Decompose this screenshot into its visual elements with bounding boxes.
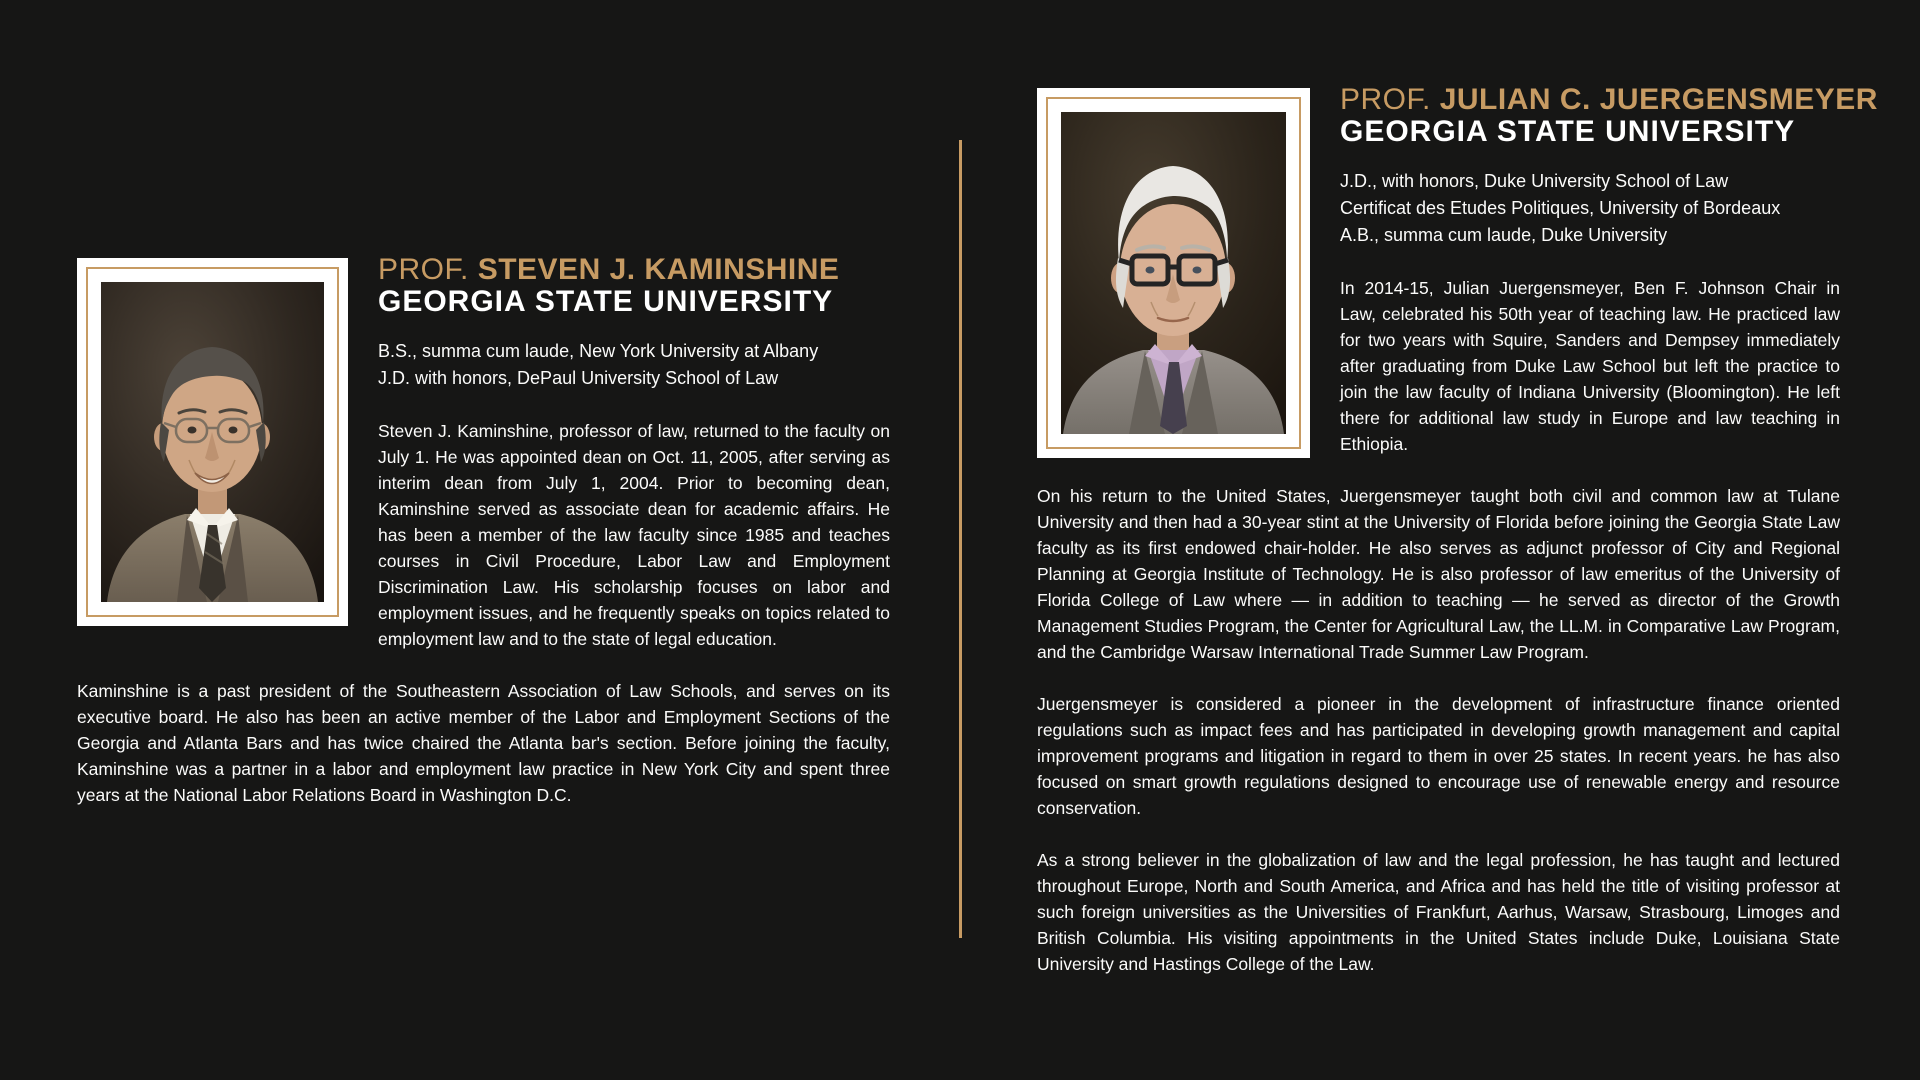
credential-line: Certificat des Etudes Politiques, University of Bordeaux [1340,198,1781,218]
juergensmeyer-institution: GEORGIA STATE UNIVERSITY [1340,115,1796,148]
juergensmeyer-bio-paragraph-1: In 2014-15, Julian Juergensmeyer, Ben F. Johnson Chair in Law, celebrated his 50th year of teaching law. He practiced law for two years with Squire, Sanders and Dempsey immediately after graduating from Duke Law School but left the practice to join the law faculty of Indiana University (Bloomington). He left there for additional law study in Europe and law teaching in Ethiopia. [1340,278,1840,454]
profile-juergensmeyer [1037,83,1878,977]
kaminshine-name: STEVEN J. KAMINSHINE [477,253,840,286]
kaminshine-title-prefix: PROF. [378,253,469,286]
juergensmeyer-bio-paragraph-3: Juergensmeyer is considered a pioneer in the development of infrastructure finance oriented regulations such as impact fees and has participated in developing growth management and capital improvement programs and litigation in regard to them in over 25 states. In recent years. he has also focused on smart growth regulations designed to encourage use of renewable energy and resource conservation. [1037,694,1840,818]
juergensmeyer-bio-paragraph-4: As a strong believer in the globalization of law and the legal profession, he has taught and lectured throughout Europe, North and South America, and Africa and has held the title of visiting professor at such foreign universities as the Universities of Frankfurt, Aarhus, Warsaw, Strasbourg, Limoges and British Columbia. His visiting appointments in the United States include Duke, Louisiana State University and Hastings College of the Law. [1037,850,1840,974]
kaminshine-photo-frame [77,258,348,626]
juergensmeyer-name: JULIAN C. JUERGENSMEYER [1439,83,1878,116]
kaminshine-bio-paragraph-1: Steven J. Kaminshine, professor of law, returned to the faculty on July 1. He was appointed dean on Oct. 11, 2005, after serving as interim dean from July 1, 2004. Prior to becoming dean, Kaminshine served as associate dean for academic affairs. He has been a member of the law faculty since 1985 and teaches courses in Civil Procedure, Labor Law and Employment Discrimination Law. His scholarship focuses on labor and employment issues, and he frequently speaks on topics related to employment law and to the state of legal education. [378,421,890,649]
juergensmeyer-title-prefix: PROF. [1340,83,1431,116]
vertical-divider [959,140,962,938]
profile-kaminshine [77,254,890,808]
kaminshine-institution: GEORGIA STATE UNIVERSITY [378,285,834,318]
juergensmeyer-bio-paragraph-2: On his return to the United States, Juergensmeyer taught both civil and common law at Tulane University and then had a 30-year stint at the University of Florida before joining the Georgia State Law faculty as its first endowed chair-holder. He also serves as adjunct professor of City and Regional Planning at Georgia Institute of Technology. He is also professor of law emeritus of the University of Florida College of Law where — in addition to teaching — he served as director of the Growth Management Studies Program, the Center for Agricultural Law, the LL.M. in Comparative Law Program, and the Cambridge Warsaw International Trade Summer Law Program. [1037,486,1840,662]
kaminshine-photo-gold-border [86,267,339,617]
credential-line: A.B., summa cum laude, Duke University [1340,225,1668,245]
juergensmeyer-photo-gold-border [1046,97,1301,449]
credential-line: B.S., summa cum laude, New York University at Albany [378,341,819,361]
kaminshine-bio-paragraph-2: Kaminshine is a past president of the Southeastern Association of Law Schools, and serves on its executive board. He also has been an active member of the Labor and Employment Sections of the Georgia and Atlanta Bars and has twice chaired the Atlanta bar's section. Before joining the faculty, Kaminshine was a partner in a labor and employment law practice in New York City and spent three years at the National Labor Relations Board in Washington D.C. [77,681,890,805]
credential-line: J.D., with honors, Duke University School of Law [1340,171,1729,191]
kaminshine-portrait-photo [101,282,324,602]
credential-line: J.D. with honors, DePaul University School of Law [378,368,779,388]
juergensmeyer-photo-frame [1037,88,1310,458]
juergensmeyer-portrait-photo [1061,112,1286,434]
